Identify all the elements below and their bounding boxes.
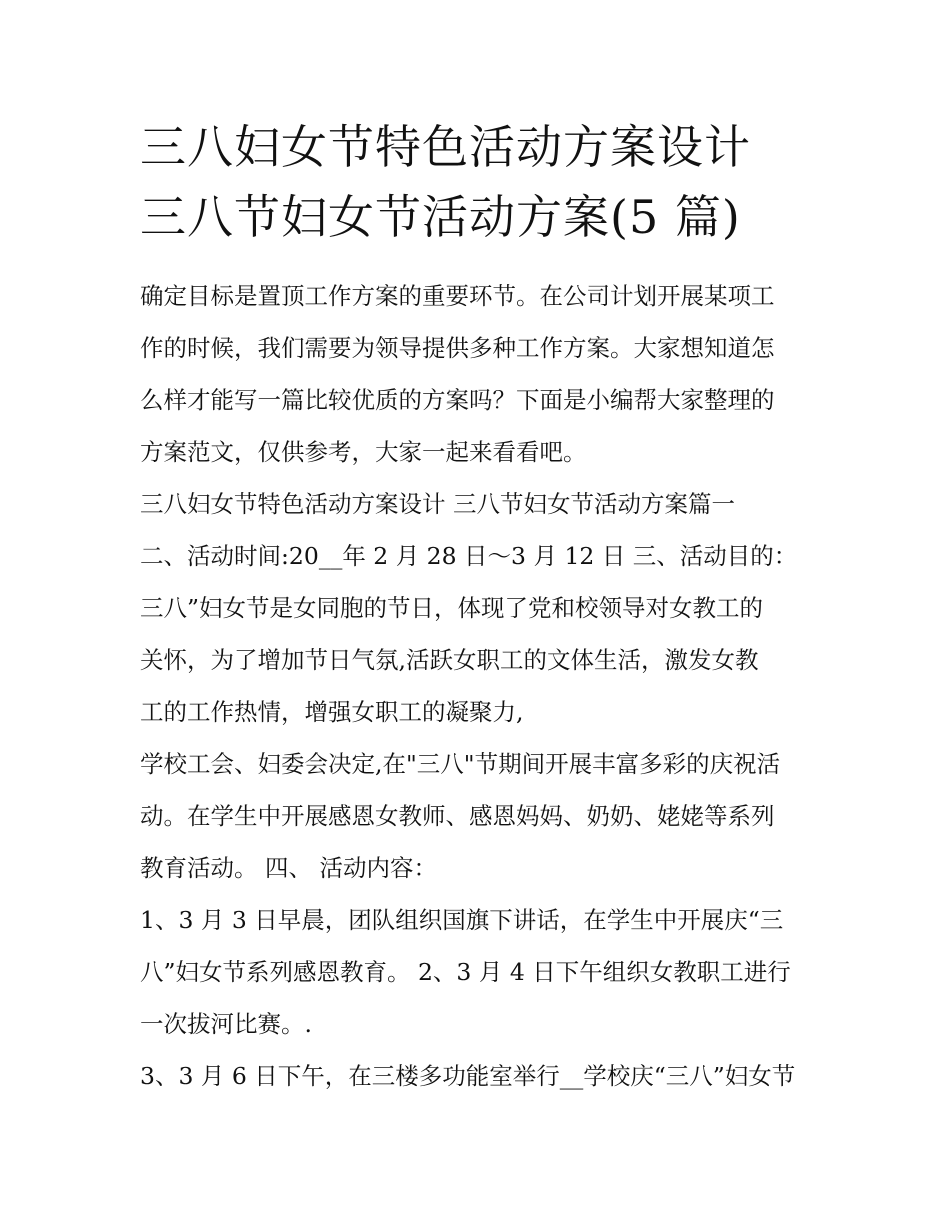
body-line: 确定目标是置顶工作方案的重要环节。在公司计划开展某项工 xyxy=(140,282,775,310)
body-line: 方案范文，仅供参考，大家一起来看看吧。 xyxy=(140,438,587,466)
body-line: 教育活动。 四、 活动内容： xyxy=(140,854,437,882)
body-line: 么样才能写一篇比较优质的方案吗？下面是小编帮大家整理的 xyxy=(140,386,775,414)
body-line: 八”妇女节系列感恩教育。 2、3 月 4 日下午组织女教职工进行 xyxy=(140,958,791,986)
body-line: 工的工作热情，增强女职工的凝聚力, xyxy=(140,698,524,726)
body-line: 二、活动时间:20__年 2 月 28 日～3 月 12 日 三、活动目的： xyxy=(140,542,798,570)
title-line-1: 三八妇女节特色活动方案设计 xyxy=(140,120,751,174)
document-title xyxy=(140,112,830,252)
body-line: 作的时候，我们需要为领导提供多种工作方案。大家想知道怎 xyxy=(140,334,775,362)
body-line: 关怀，为了增加节日气氛,活跃女职工的文体生活，激发女教 xyxy=(140,646,759,674)
body-line: 学校工会、妇委会决定,在"三八"节期间开展丰富多彩的庆祝活 xyxy=(140,750,781,778)
body-line: 三八妇女节特色活动方案设计 三八节妇女节活动方案篇一 xyxy=(140,490,735,518)
title-line-2: 三八节妇女节活动方案(5 篇) xyxy=(140,190,741,244)
body-line: 1、3 月 3 日早晨，团队组织国旗下讲话，在学生中开展庆“三 xyxy=(140,906,784,934)
body-line: 动。在学生中开展感恩女教师、感恩妈妈、奶奶、姥姥等系列 xyxy=(140,802,775,830)
document-body xyxy=(140,270,830,1102)
body-line: 3、3 月 6 日下午，在三楼多功能室举行__学校庆“三八”妇女节 xyxy=(140,1062,796,1090)
body-line: 一次拔河比赛。. xyxy=(140,1010,312,1038)
body-line: 三八”妇女节是女同胞的节日，体现了党和校领导对女教工的 xyxy=(140,594,764,622)
